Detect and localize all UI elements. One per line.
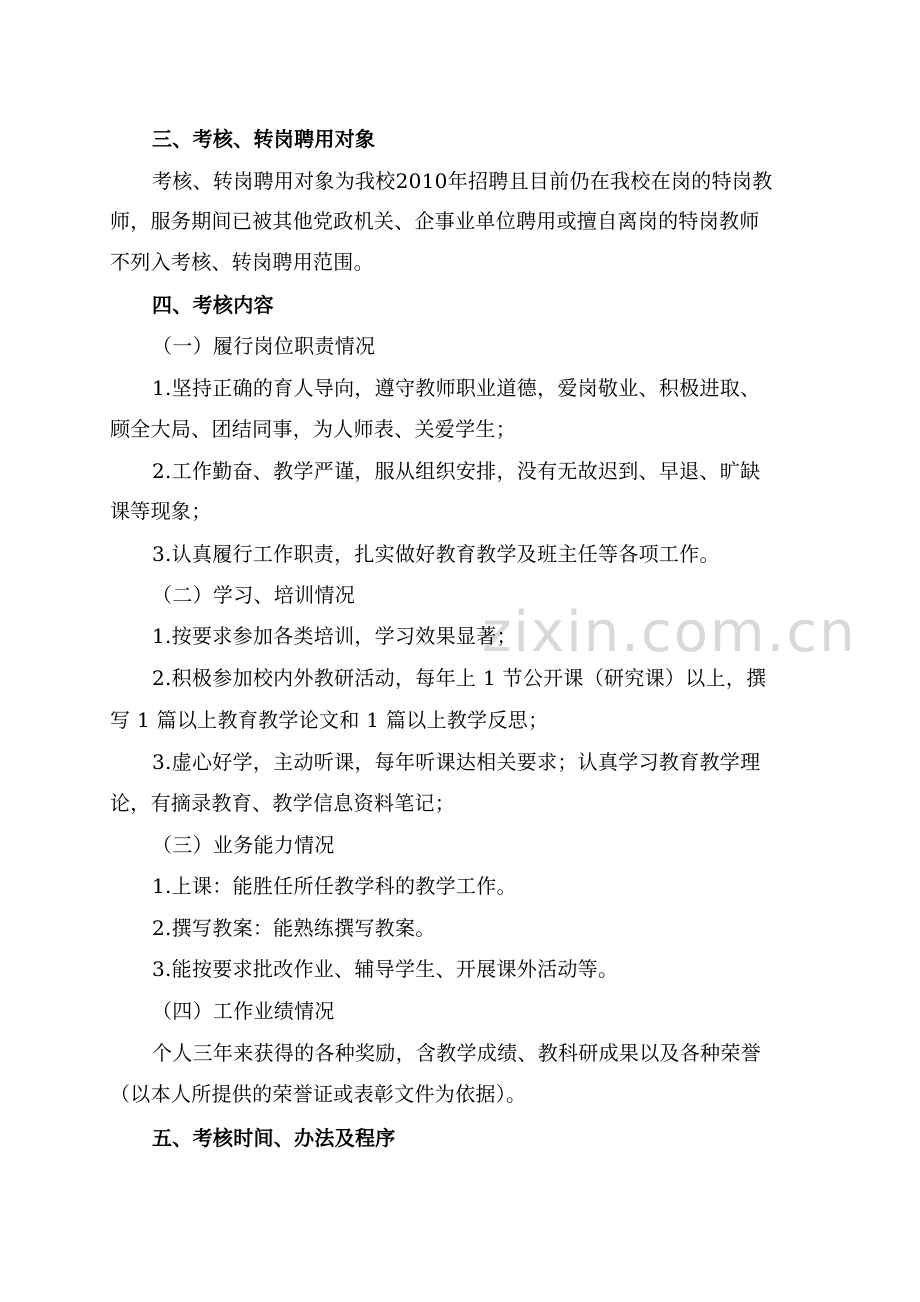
paragraph-line: 3.能按要求批改作业、辅导学生、开展课外活动等。 bbox=[152, 957, 619, 981]
subsection-heading: （二）学习、培训情况 bbox=[152, 583, 355, 607]
subsection-heading: （四）工作业绩情况 bbox=[152, 999, 335, 1023]
paragraph-line: 不列入考核、转岗聘用范围。 bbox=[110, 250, 374, 274]
paragraph-line: 3.虚心好学，主动听课，每年听课达相关要求；认真学习教育教学理 bbox=[152, 750, 761, 774]
paragraph-line: 考核、转岗聘用对象为我校2010年招聘且目前仍在我校在岗的特岗教 bbox=[152, 169, 773, 193]
subsection-heading: （一）履行岗位职责情况 bbox=[152, 334, 376, 358]
paragraph-line: 2.撰写教案：能熟练撰写教案。 bbox=[152, 916, 436, 940]
paragraph-line: 个人三年来获得的各种奖励，含教学成绩、教科研成果以及各种荣誉 bbox=[152, 1041, 761, 1065]
paragraph-line: 顾全大局、团结同事，为人师表、关爱学生； bbox=[110, 417, 516, 441]
section-heading-5: 五、考核时间、办法及程序 bbox=[152, 1126, 396, 1150]
paragraph-line: 师，服务期间已被其他党政机关、企事业单位聘用或擅自离岗的特岗教师 bbox=[110, 209, 760, 233]
section-heading-4: 四、考核内容 bbox=[152, 293, 274, 317]
paragraph-line: 课等现象； bbox=[110, 499, 212, 523]
paragraph-line: 1.上课：能胜任所任教学科的教学工作。 bbox=[152, 874, 517, 898]
paragraph-line: 3.认真履行工作职责，扎实做好教育教学及班主任等各项工作。 bbox=[152, 542, 720, 566]
paragraph-line: 1.按要求参加各类培训，学习效果显著； bbox=[152, 624, 517, 648]
paragraph-line: （以本人所提供的荣誉证或表彰文件为依据）。 bbox=[110, 1082, 527, 1106]
paragraph-line: 2.工作勤奋、教学严谨，服从组织安排，没有无故迟到、早退、旷缺 bbox=[152, 459, 761, 483]
paragraph-line: 2.积极参加校内外教研活动，每年上 1 节公开课（研究课）以上，撰 bbox=[152, 666, 767, 690]
paragraph-line: 写 1 篇以上教育教学论文和 1 篇以上教学反思； bbox=[110, 708, 549, 732]
watermark: zixin.com.cn bbox=[482, 600, 857, 665]
paragraph-line: 论，有摘录教育、教学信息资料笔记； bbox=[110, 791, 456, 815]
subsection-heading: （三）业务能力情况 bbox=[152, 833, 335, 857]
paragraph-line: 1.坚持正确的育人导向，遵守教师职业道德，爱岗敬业、积极进取、 bbox=[152, 376, 761, 400]
section-heading-3: 三、考核、转岗聘用对象 bbox=[152, 127, 376, 151]
